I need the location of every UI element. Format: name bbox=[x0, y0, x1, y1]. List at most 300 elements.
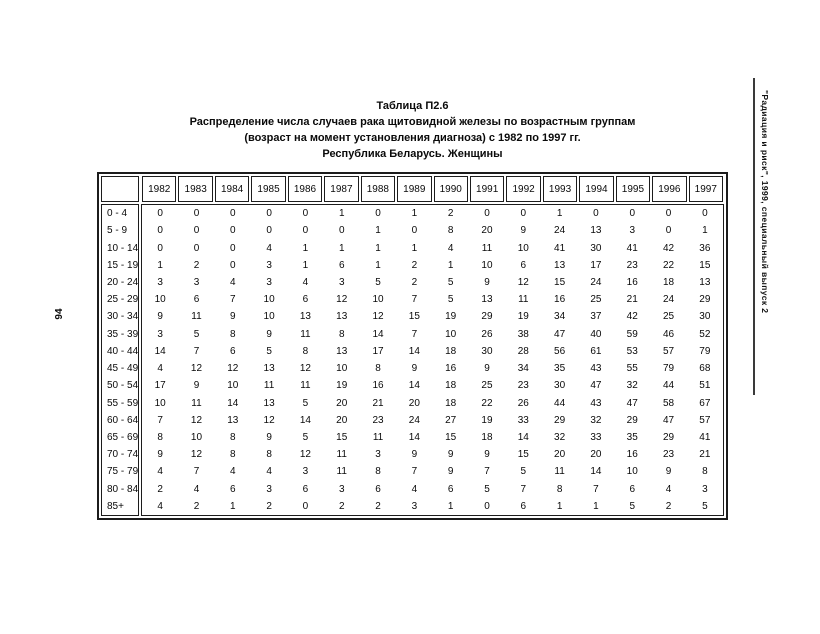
table-cell: 4 bbox=[665, 483, 672, 495]
table-cell: 10 bbox=[263, 294, 275, 306]
table-cell: 8 bbox=[702, 466, 708, 478]
table-cell: 35 bbox=[626, 431, 638, 443]
table-cell: 1 bbox=[447, 500, 454, 512]
age-column bbox=[101, 204, 139, 516]
table-cell: 1 bbox=[593, 500, 599, 512]
table-cell: 5 bbox=[629, 500, 635, 512]
table-cell: 34 bbox=[517, 363, 529, 375]
table-cell: 44 bbox=[662, 380, 675, 392]
table-cell: 0 bbox=[266, 208, 272, 220]
table-cell: 20 bbox=[336, 414, 348, 426]
table-cell: 9 bbox=[665, 466, 672, 478]
table-cell: 67 bbox=[699, 397, 711, 409]
table-cell: 4 bbox=[411, 483, 418, 495]
table-cell: 3 bbox=[302, 466, 309, 478]
table-cell: 0 bbox=[484, 500, 490, 512]
table-cell: 0 bbox=[230, 225, 236, 237]
table-cell: 7 bbox=[411, 294, 418, 306]
table-cell: 4 bbox=[266, 466, 272, 478]
table-cell: 23 bbox=[517, 380, 529, 392]
table-cell: 12 bbox=[190, 449, 203, 461]
table-cell: 9 bbox=[411, 363, 418, 375]
column-header-1995: 1995 bbox=[616, 176, 650, 202]
table-cell: 9 bbox=[157, 311, 163, 323]
table-cell: 25 bbox=[662, 311, 675, 323]
table-cell: 4 bbox=[230, 466, 236, 478]
table-cell: 32 bbox=[590, 414, 602, 426]
table-cell: 0 bbox=[593, 208, 599, 220]
table-cell: 18 bbox=[445, 397, 457, 409]
table-cell: 27 bbox=[445, 414, 457, 426]
table-cell: 8 bbox=[230, 449, 236, 461]
year-header-cells bbox=[141, 176, 724, 202]
table-cell: 9 bbox=[447, 449, 454, 461]
table-cell: 10 bbox=[190, 431, 203, 443]
table-cell: 1 bbox=[230, 500, 236, 512]
table-cell: 9 bbox=[411, 449, 418, 461]
table-cell: 6 bbox=[230, 483, 236, 495]
table-cell: 16 bbox=[445, 363, 457, 375]
table-cell: 11 bbox=[554, 466, 565, 478]
table-cell: 0 bbox=[302, 225, 309, 237]
table-cell: 11 bbox=[263, 380, 275, 392]
table-cell: 4 bbox=[157, 500, 163, 512]
table-cell: 37 bbox=[590, 311, 602, 323]
title-line-2: (возраст на момент установления диагноза) с 1982 по 1997 гг. bbox=[244, 132, 581, 144]
column-header-1994: 1994 bbox=[579, 176, 613, 202]
table-cell: 17 bbox=[372, 345, 384, 357]
table-cell: 9 bbox=[484, 449, 490, 461]
table-cell: 1 bbox=[338, 208, 345, 220]
table-cell: 29 bbox=[554, 414, 566, 426]
table-cell: 8 bbox=[556, 483, 563, 495]
table-cell: 9 bbox=[447, 466, 454, 478]
table-cell: 29 bbox=[481, 311, 493, 323]
age-label: 50 - 54 bbox=[107, 380, 139, 392]
table-cell: 21 bbox=[699, 449, 711, 461]
table-cell: 51 bbox=[699, 380, 711, 392]
table-cell: 40 bbox=[590, 328, 602, 340]
value-grid bbox=[141, 204, 724, 516]
table-cell: 15 bbox=[699, 259, 711, 271]
table-cell: 38 bbox=[517, 328, 529, 340]
table-cell: 2 bbox=[193, 259, 200, 271]
table-cell: 11 bbox=[191, 311, 202, 323]
table-cell: 11 bbox=[300, 380, 311, 392]
age-label: 75 - 79 bbox=[107, 466, 139, 478]
table-cell: 30 bbox=[699, 311, 711, 323]
table-cell: 8 bbox=[375, 466, 381, 478]
table-cell: 61 bbox=[590, 345, 602, 357]
table-cell: 15 bbox=[408, 311, 420, 323]
table-cell: 17 bbox=[154, 380, 166, 392]
table-cell: 11 bbox=[300, 328, 311, 340]
table-cell: 23 bbox=[372, 414, 384, 426]
table-cell: 0 bbox=[302, 500, 309, 512]
table-cell: 47 bbox=[590, 380, 602, 392]
table-cell: 18 bbox=[445, 345, 457, 357]
table-cell: 46 bbox=[662, 328, 675, 340]
table-cell: 30 bbox=[481, 345, 493, 357]
table-cell: 5 bbox=[702, 500, 708, 512]
table-cell: 41 bbox=[699, 431, 711, 443]
page-number: 94 bbox=[54, 308, 65, 320]
table-cell: 6 bbox=[230, 345, 236, 357]
table-cell: 18 bbox=[481, 431, 493, 443]
table-cell: 3 bbox=[338, 483, 345, 495]
table-cell: 13 bbox=[699, 276, 711, 288]
table-cell: 1 bbox=[302, 259, 309, 271]
table-cell: 14 bbox=[299, 414, 311, 426]
table-cell: 10 bbox=[154, 397, 166, 409]
table-cell: 12 bbox=[227, 363, 239, 375]
table-cell: 57 bbox=[699, 414, 711, 426]
table-cell: 24 bbox=[554, 225, 566, 237]
age-label: 25 - 29 bbox=[107, 294, 139, 306]
table-cell: 10 bbox=[517, 242, 529, 254]
table-cell: 6 bbox=[520, 259, 527, 271]
column-header-1986: 1986 bbox=[288, 176, 322, 202]
table-cell: 0 bbox=[193, 208, 200, 220]
table-cell: 3 bbox=[629, 225, 635, 237]
table-cell: 30 bbox=[590, 242, 602, 254]
table-cell: 0 bbox=[665, 225, 672, 237]
table-cell: 1 bbox=[302, 242, 309, 254]
table-cell: 1 bbox=[411, 242, 418, 254]
table-cell: 3 bbox=[266, 276, 272, 288]
table-cell: 14 bbox=[408, 380, 420, 392]
table-cell: 29 bbox=[662, 431, 675, 443]
table-cell: 11 bbox=[191, 397, 202, 409]
age-label: 80 - 84 bbox=[107, 483, 139, 495]
table-cell: 35 bbox=[554, 363, 566, 375]
table-cell: 4 bbox=[302, 276, 309, 288]
table-cell: 53 bbox=[626, 345, 638, 357]
table-cell: 15 bbox=[554, 276, 566, 288]
table-cell: 0 bbox=[193, 225, 200, 237]
table-cell: 10 bbox=[227, 380, 239, 392]
table-cell: 10 bbox=[263, 311, 275, 323]
table-cell: 14 bbox=[227, 397, 239, 409]
table-cell: 0 bbox=[702, 208, 708, 220]
table-cell: 34 bbox=[554, 311, 566, 323]
table-cell: 1 bbox=[556, 500, 563, 512]
table-cell: 2 bbox=[266, 500, 272, 512]
table-cell: 8 bbox=[266, 449, 272, 461]
table-cell: 13 bbox=[263, 397, 275, 409]
table-cell: 32 bbox=[554, 431, 566, 443]
table-cell: 14 bbox=[372, 328, 384, 340]
table-cell: 7 bbox=[193, 345, 200, 357]
table-cell: 47 bbox=[554, 328, 566, 340]
table-cell: 13 bbox=[336, 345, 348, 357]
table-cell: 18 bbox=[445, 380, 457, 392]
column-header-1991: 1991 bbox=[470, 176, 504, 202]
table-cell: 19 bbox=[445, 311, 457, 323]
table-cell: 5 bbox=[266, 345, 272, 357]
table-cell: 6 bbox=[629, 483, 635, 495]
table-cell: 16 bbox=[372, 380, 384, 392]
table-cell: 1 bbox=[157, 259, 163, 271]
table-cell: 13 bbox=[336, 311, 348, 323]
column-header-1984: 1984 bbox=[215, 176, 249, 202]
table-cell: 2 bbox=[338, 500, 345, 512]
table-cell: 9 bbox=[266, 328, 272, 340]
table-cell: 7 bbox=[484, 466, 490, 478]
table-cell: 8 bbox=[447, 225, 454, 237]
age-label: 15 - 19 bbox=[107, 259, 139, 271]
table-cell: 9 bbox=[266, 431, 272, 443]
table-cell: 2 bbox=[447, 208, 454, 220]
table-cell: 2 bbox=[411, 276, 418, 288]
age-label: 20 - 24 bbox=[107, 276, 139, 288]
age-label: 10 - 14 bbox=[107, 242, 139, 254]
age-label: 70 - 74 bbox=[107, 449, 139, 461]
table-cell: 2 bbox=[193, 500, 200, 512]
table-cell: 19 bbox=[517, 311, 529, 323]
table-cell: 12 bbox=[190, 414, 203, 426]
table-cell: 7 bbox=[593, 483, 599, 495]
title-line-3: Республика Беларусь. Женщины bbox=[322, 148, 503, 160]
table-cell: 24 bbox=[408, 414, 420, 426]
table-cell: 20 bbox=[408, 397, 420, 409]
table-cell: 13 bbox=[481, 294, 493, 306]
table-cell: 21 bbox=[626, 294, 638, 306]
table-cell: 1 bbox=[338, 242, 345, 254]
age-label: 0 - 4 bbox=[107, 208, 128, 220]
table-cell: 8 bbox=[338, 328, 345, 340]
table-cell: 22 bbox=[662, 259, 675, 271]
table-cell: 1 bbox=[375, 259, 381, 271]
table-cell: 0 bbox=[157, 242, 163, 254]
table-cell: 43 bbox=[590, 397, 602, 409]
table-cell: 10 bbox=[154, 294, 166, 306]
table-cell: 22 bbox=[481, 397, 493, 409]
table-cell: 6 bbox=[302, 483, 309, 495]
table-cell: 12 bbox=[372, 311, 384, 323]
table-cell: 0 bbox=[629, 208, 635, 220]
table-cell: 9 bbox=[157, 449, 163, 461]
age-label: 45 - 49 bbox=[107, 363, 139, 375]
age-label: 55 - 59 bbox=[107, 397, 139, 409]
table-cell: 32 bbox=[626, 380, 638, 392]
table-cell: 0 bbox=[157, 225, 163, 237]
table-cell: 21 bbox=[372, 397, 384, 409]
table-cell: 79 bbox=[662, 363, 675, 375]
table-cell: 0 bbox=[338, 225, 345, 237]
table-cell: 14 bbox=[408, 431, 420, 443]
table-cell: 6 bbox=[447, 483, 454, 495]
table-cell: 0 bbox=[375, 208, 381, 220]
table-cell: 47 bbox=[626, 397, 638, 409]
table-cell: 13 bbox=[227, 414, 239, 426]
table-cell: 0 bbox=[411, 225, 418, 237]
table-cell: 19 bbox=[336, 380, 348, 392]
table-cell: 0 bbox=[157, 208, 163, 220]
table-cell: 16 bbox=[626, 276, 638, 288]
table-cell: 12 bbox=[517, 276, 529, 288]
table-cell: 33 bbox=[590, 431, 602, 443]
table-cell: 10 bbox=[336, 363, 348, 375]
table-cell: 3 bbox=[702, 483, 708, 495]
table-cell: 6 bbox=[302, 294, 309, 306]
sidebar-rule bbox=[753, 78, 755, 395]
table-cell: 4 bbox=[193, 483, 200, 495]
table-cell: 4 bbox=[230, 276, 236, 288]
table-cell: 4 bbox=[447, 242, 454, 254]
column-header-1989: 1989 bbox=[397, 176, 431, 202]
column-header-1997: 1997 bbox=[689, 176, 723, 202]
table-cell: 3 bbox=[157, 276, 163, 288]
table-cell: 42 bbox=[662, 242, 675, 254]
table-cell: 12 bbox=[190, 363, 203, 375]
table-cell: 4 bbox=[266, 242, 272, 254]
table-cell: 8 bbox=[302, 345, 309, 357]
table-cell: 26 bbox=[517, 397, 529, 409]
table-cell: 1 bbox=[702, 225, 708, 237]
table-cell: 14 bbox=[517, 431, 529, 443]
table-cell: 8 bbox=[230, 328, 236, 340]
column-header-1988: 1988 bbox=[361, 176, 395, 202]
table-cell: 5 bbox=[447, 294, 454, 306]
sidebar-note: "Радиация и риск", 1999, специальный выпуск 2 bbox=[760, 90, 770, 314]
table-cell: 11 bbox=[372, 431, 384, 443]
table-cell: 8 bbox=[157, 431, 163, 443]
age-label: 30 - 34 bbox=[107, 311, 139, 323]
table-cell: 2 bbox=[411, 259, 418, 271]
table-cell: 18 bbox=[662, 276, 675, 288]
table-cell: 10 bbox=[372, 294, 384, 306]
table-cell: 52 bbox=[699, 328, 711, 340]
table-cell: 5 bbox=[193, 328, 200, 340]
table-cell: 6 bbox=[338, 259, 345, 271]
table-cell: 3 bbox=[375, 449, 381, 461]
table-cell: 11 bbox=[336, 449, 347, 461]
column-header-1990: 1990 bbox=[434, 176, 468, 202]
table-cell: 36 bbox=[699, 242, 711, 254]
table-cell: 20 bbox=[481, 225, 493, 237]
table-cell: 0 bbox=[193, 242, 200, 254]
age-label: 40 - 44 bbox=[107, 345, 139, 357]
table-cell: 5 bbox=[520, 466, 527, 478]
table-cell: 13 bbox=[554, 259, 566, 271]
table-cell: 0 bbox=[520, 208, 527, 220]
table-cell: 11 bbox=[518, 294, 529, 306]
table-cell: 7 bbox=[193, 466, 200, 478]
title-line-1: Распределение числа случаев рака щитовидной железы по возрастным группам bbox=[189, 116, 636, 128]
table-cell: 3 bbox=[266, 259, 272, 271]
table-cell: 24 bbox=[662, 294, 675, 306]
table-cell: 11 bbox=[481, 242, 493, 254]
column-header-1983: 1983 bbox=[178, 176, 212, 202]
table-cell: 41 bbox=[626, 242, 638, 254]
table-cell: 68 bbox=[699, 363, 711, 375]
table-cell: 43 bbox=[590, 363, 602, 375]
corner-cell bbox=[101, 176, 139, 202]
table-cell: 0 bbox=[230, 242, 236, 254]
table-cell: 3 bbox=[193, 276, 200, 288]
table-cell: 55 bbox=[626, 363, 638, 375]
table-cell: 10 bbox=[626, 466, 638, 478]
table-cell: 79 bbox=[699, 345, 711, 357]
table-cell: 11 bbox=[336, 466, 347, 478]
table-cell: 9 bbox=[230, 311, 236, 323]
table-cell: 9 bbox=[484, 363, 490, 375]
column-header-1993: 1993 bbox=[543, 176, 577, 202]
table-cell: 57 bbox=[662, 345, 675, 357]
table-caption: Таблица П2.6 bbox=[376, 100, 449, 112]
table-cell: 6 bbox=[375, 483, 381, 495]
table-cell: 12 bbox=[263, 414, 275, 426]
table-cell: 15 bbox=[336, 431, 348, 443]
table-cell: 58 bbox=[662, 397, 675, 409]
table-cell: 20 bbox=[336, 397, 348, 409]
table-cell: 7 bbox=[411, 466, 418, 478]
table-cell: 5 bbox=[302, 431, 309, 443]
table-cell: 16 bbox=[554, 294, 566, 306]
age-label: 85+ bbox=[107, 500, 124, 512]
table-cell: 26 bbox=[481, 328, 493, 340]
table-cell: 6 bbox=[520, 500, 527, 512]
table-cell: 5 bbox=[484, 483, 490, 495]
table-cell: 19 bbox=[481, 414, 493, 426]
table-cell: 8 bbox=[230, 431, 236, 443]
table-cell: 0 bbox=[302, 208, 309, 220]
table-cell: 47 bbox=[662, 414, 675, 426]
table-cell: 13 bbox=[590, 225, 602, 237]
table-cell: 7 bbox=[411, 328, 418, 340]
column-header-1987: 1987 bbox=[324, 176, 358, 202]
table-cell: 29 bbox=[699, 294, 711, 306]
table-cell: 9 bbox=[520, 225, 527, 237]
table-cell: 13 bbox=[299, 311, 311, 323]
table-cell: 14 bbox=[154, 345, 166, 357]
table-cell: 4 bbox=[157, 466, 163, 478]
age-label: 65 - 69 bbox=[107, 431, 139, 443]
table-cell: 0 bbox=[665, 208, 672, 220]
table-cell: 25 bbox=[590, 294, 602, 306]
table-cell: 23 bbox=[662, 449, 675, 461]
table-cell: 5 bbox=[447, 276, 454, 288]
column-header-1996: 1996 bbox=[652, 176, 686, 202]
table-cell: 59 bbox=[626, 328, 638, 340]
table-cell: 30 bbox=[554, 380, 566, 392]
age-label: 35 - 39 bbox=[107, 328, 139, 340]
data-table bbox=[97, 172, 728, 520]
table-cell: 20 bbox=[554, 449, 566, 461]
table-cell: 5 bbox=[302, 397, 309, 409]
table-cell: 15 bbox=[517, 449, 529, 461]
table-cell: 1 bbox=[556, 208, 563, 220]
table-cell: 12 bbox=[336, 294, 348, 306]
table-cell: 2 bbox=[157, 483, 163, 495]
table-cell: 0 bbox=[484, 208, 490, 220]
table-cell: 0 bbox=[230, 259, 236, 271]
table-cell: 33 bbox=[517, 414, 529, 426]
age-label: 60 - 64 bbox=[107, 414, 139, 426]
table-cell: 5 bbox=[375, 276, 381, 288]
table-cell: 14 bbox=[408, 345, 420, 357]
table-cell: 4 bbox=[157, 363, 163, 375]
table-cell: 28 bbox=[517, 345, 529, 357]
table-cell: 0 bbox=[266, 225, 272, 237]
table-cell: 0 bbox=[230, 208, 236, 220]
table-cell: 1 bbox=[411, 208, 418, 220]
table-cell: 10 bbox=[445, 328, 457, 340]
table-cell: 12 bbox=[299, 363, 311, 375]
table-cell: 6 bbox=[193, 294, 200, 306]
table-cell: 2 bbox=[375, 500, 381, 512]
